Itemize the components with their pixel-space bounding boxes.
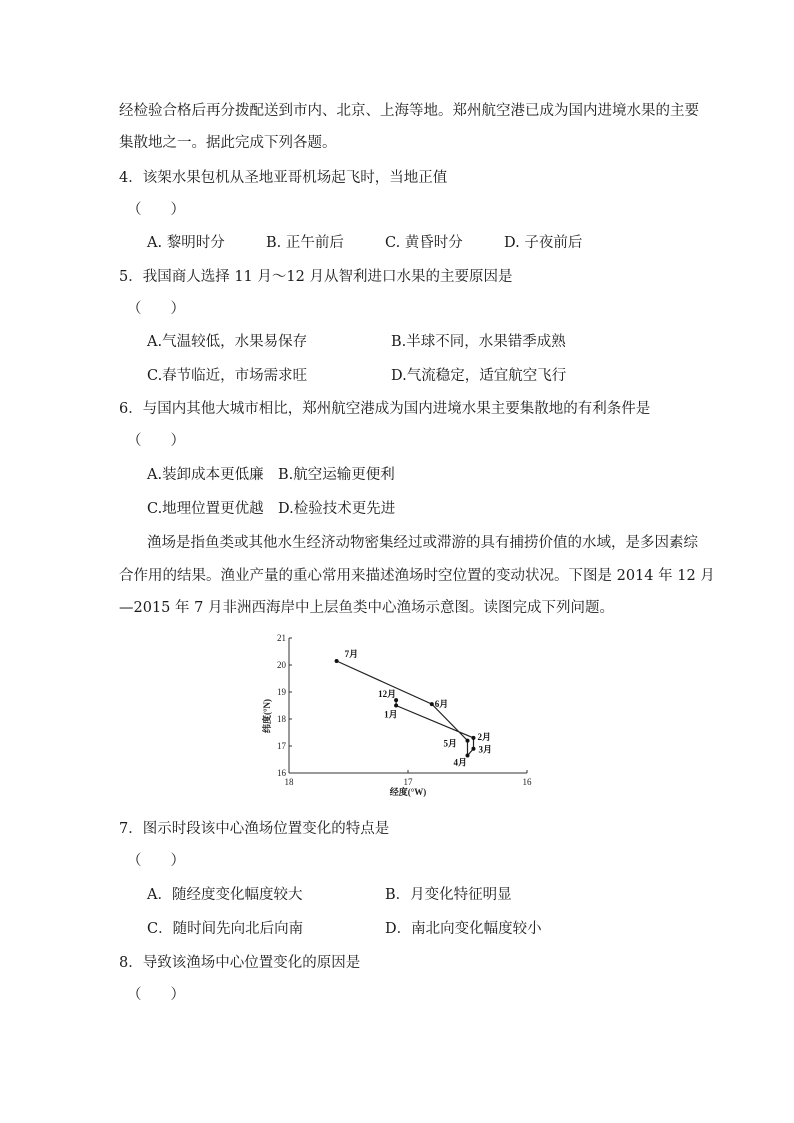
question-4-answer-blank: （ ）	[127, 202, 185, 218]
question-4-option-b: B. 正午前后	[266, 235, 344, 251]
data-label-3月: 3月	[478, 744, 492, 755]
data-label-7月: 7月	[344, 648, 359, 659]
y-axis-title: 纬度(°N)	[262, 698, 272, 734]
question-6-stem: 6．与国内其他大城市相比，郑州航空港成为国内进境水果主要集散地的有利条件是	[119, 401, 651, 417]
y-tick-label: 18	[277, 714, 286, 724]
y-tick-label: 19	[277, 687, 286, 697]
x-axis-title: 经度(°W)	[389, 787, 427, 797]
intro-line-1: 经检验合格后再分拨配送到市内、北京、上海等地。郑州航空港已成为国内进境水果的主要	[119, 103, 699, 119]
question-5-stem: 5．我国商人选择 11 月～12 月从智利进口水果的主要原因是	[119, 269, 513, 285]
data-label-1月: 1月	[384, 709, 398, 720]
question-4-stem: 4．该架水果包机从圣地亚哥机场起飞时，当地正值	[119, 170, 448, 186]
y-tick-label: 17	[277, 741, 286, 751]
question-7-option-d: D．南北向变化幅度较小	[385, 921, 542, 937]
question-7-option-b: B．月变化特征明显	[385, 887, 512, 903]
passage-line-1: 渔场是指鱼类或其他水生经济动物密集经过或滞游的具有捕捞价值的水域，是多因素综	[147, 535, 698, 551]
data-point-5月	[466, 739, 470, 743]
question-5-option-a: A.气温较低，水果易保存	[147, 334, 308, 350]
data-point-6月	[430, 702, 434, 706]
data-point-2月	[471, 736, 475, 740]
question-7-option-c: C．随时间先向北后向南	[147, 921, 304, 937]
data-label-4月: 4月	[453, 757, 468, 768]
y-tick-label: 16	[277, 768, 286, 778]
question-6-option-d: D.检验技术更先进	[278, 501, 396, 517]
data-label-2月: 2月	[477, 731, 491, 742]
question-4-option-c: C. 黄昏时分	[385, 235, 463, 251]
data-label-6月: 6月	[434, 699, 449, 710]
question-7-answer-blank: （ ）	[127, 853, 185, 869]
question-6-option-b: B.航空运输更便利	[278, 467, 395, 483]
question-4-option-a: A. 黎明时分	[147, 235, 225, 251]
chart-points	[335, 649, 492, 768]
question-5-option-b: B.半球不同，水果错季成熟	[391, 334, 566, 350]
data-label-12月: 12月	[378, 689, 397, 700]
data-point-3月	[471, 747, 475, 751]
fishing-ground-chart	[262, 628, 542, 800]
x-tick-label: 17	[403, 777, 413, 787]
question-6-option-a: A.装卸成本更低廉	[147, 467, 264, 483]
data-point-1月	[394, 704, 398, 708]
question-6-answer-blank: （ ）	[127, 433, 185, 449]
y-tick-label: 20	[277, 660, 286, 670]
intro-line-2: 集散地之一。据此完成下列各题。	[119, 135, 337, 151]
data-label-5月: 5月	[443, 738, 458, 749]
question-7-option-a: A．随经度变化幅度较大	[147, 887, 303, 903]
x-tick-label: 18	[284, 777, 294, 787]
question-7-stem: 7．图示时段该中心渔场位置变化的特点是	[119, 821, 390, 837]
question-5-option-c: C.春节临近，市场需求旺	[147, 368, 308, 384]
x-tick-label: 16	[522, 777, 532, 787]
chart-ticks	[277, 633, 532, 787]
passage-line-2: 合作用的结果。渔业产量的重心常用来描述渔场时空位置的变动状况。下图是 2014 年 12 月	[119, 568, 715, 584]
question-6-option-c: C.地理位置更优越	[147, 501, 264, 517]
question-8-stem: 8．导致该渔场中心位置变化的原因是	[119, 955, 361, 971]
passage-line-3: —2015 年 7 月非洲西海岸中上层鱼类中心渔场示意图。读图完成下列问题。	[119, 600, 614, 616]
question-4-option-d: D. 子夜前后	[504, 235, 583, 251]
question-8-answer-blank: （ ）	[127, 987, 185, 1003]
data-point-7月	[335, 659, 339, 663]
y-tick-label: 21	[277, 633, 286, 643]
question-5-answer-blank: （ ）	[127, 301, 185, 317]
question-5-option-d: D.气流稳定，适宜航空飞行	[391, 368, 567, 384]
